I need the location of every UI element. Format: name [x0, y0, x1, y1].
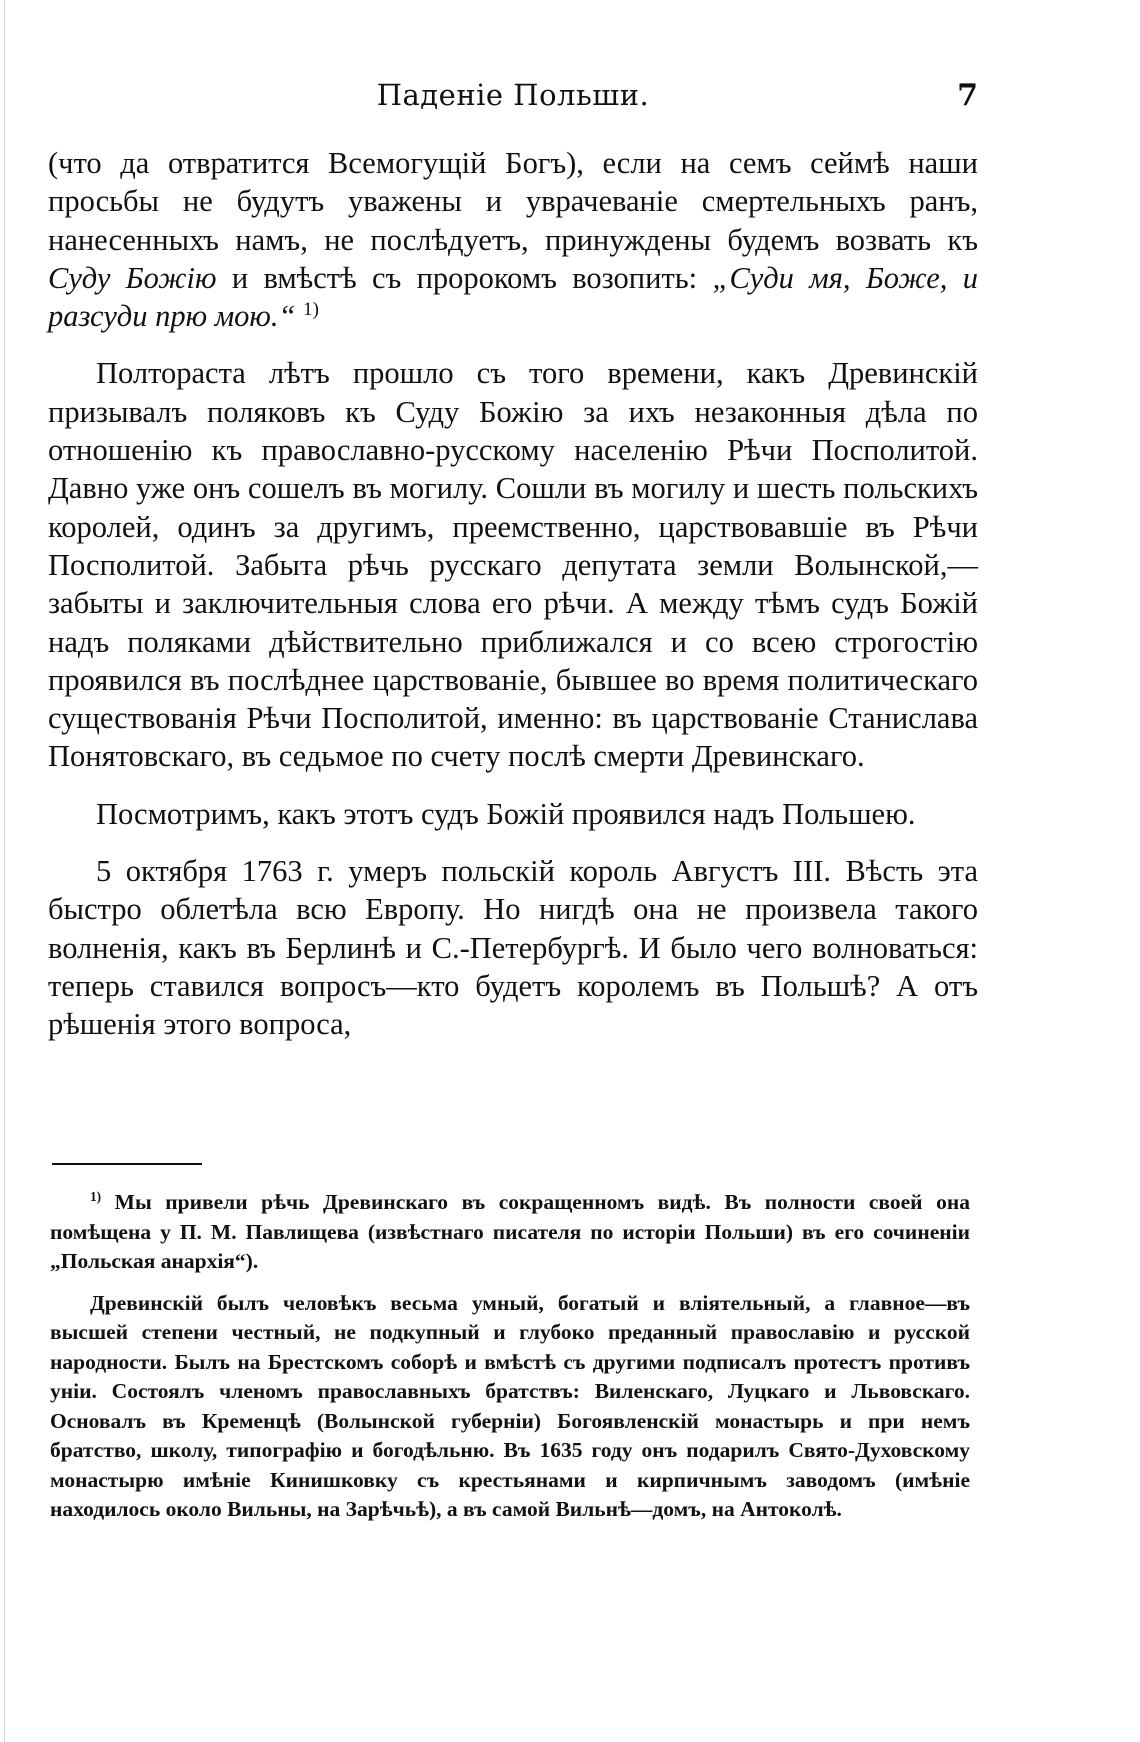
page-header	[48, 78, 978, 118]
paragraph-1-text-b: и вмѣстѣ съ пророкомъ возопить:	[216, 260, 713, 295]
paragraph-4: 5 октября 1763 г. умеръ польскій король Августъ III. Вѣсть эта быстро облетѣла всю Европу. Но нигдѣ она не произвела такого волненія, какъ въ Берлинѣ и С.-Петербургѣ. И было чего волноваться: теперь ставился вопросъ—кто будетъ королемъ въ Польшѣ? А отъ рѣшенія этого вопроса,	[48, 854, 978, 1042]
footnote-1-mark: 1)	[90, 1188, 102, 1204]
footnote-reference: 1)	[303, 299, 319, 321]
paragraph-1	[48, 144, 978, 335]
footnote-2: Древинскій былъ человѣкъ весьма умный, богатый и вліятельный, а главное—въ высшей степени честный, не подкупный и глубоко преданный православію и русской народности. Былъ на Брестскомъ соборѣ и вмѣстѣ съ другими подписалъ протестъ противъ уніи. Состоялъ членомъ православныхъ братствъ: Виленскаго, Луцкаго и Львовскаго. Основалъ въ Кременцѣ (Волынской губерніи) Богоявленскій монастырь и при немъ братство, школу, типографію и богодѣльню. Въ 1635 году онъ подарилъ Свято-Духовскому монастырю имѣніе Кинишковку съ крестьянами и кирпичнымъ заводомъ (имѣніе находилось около Вильны, на Зарѣчьѣ), а въ самой Вильнѣ—домъ, на Антоколѣ.	[50, 1290, 970, 1521]
paragraph-2: Полтораста лѣтъ прошло съ того времени, какъ Древинскій призывалъ поляковъ къ Суду Божію за ихъ незаконныя дѣла по отношенію къ православно-русскому населенію Рѣчи Посполитой. Давно уже онъ сошелъ въ могилу. Сошли въ могилу и шесть польскихъ королей, одинъ за другимъ, преемственно, царствовавшіе въ Рѣчи Посполитой. Забыта рѣчь русскаго депутата земли Волынской,—забыты и заключительныя слова его рѣчи. А между тѣмъ судъ Божій надъ поляками дѣйствительно приближался и со всею строгостію проявился въ послѣднее царствованіе, бывшее во время политическаго существованія Рѣчи Посполитой, именно: въ царствованіе Станислава Понятовскаго, въ седьмое по счету послѣ смерти Древинскаго.	[48, 356, 978, 774]
paragraph-1-italic-a: Суду Божію	[48, 260, 217, 295]
footnote-1	[50, 1188, 970, 1277]
paragraph-1-italic-b: „Суди мя, Боже, и разсуди прю мою.“	[48, 260, 979, 334]
footnote-1-text: Мы привели рѣчь Древинскаго въ сокращенномъ видѣ. Въ полности своей она помѣщена у П. М. Павлищева (извѣстнаго писателя по исторіи Польши) въ его сочиненіи „Польская анархія“).	[50, 1190, 970, 1273]
running-title: Паденіе Польши.	[376, 78, 650, 112]
scan-edge-line	[4, 0, 5, 1742]
footnote-separator	[52, 1163, 202, 1165]
main-text	[48, 144, 978, 1063]
page-number: 7	[957, 78, 978, 113]
paragraph-3: Посмотримъ, какъ этотъ судъ Божій проявился надъ Польшею.	[96, 796, 916, 831]
paragraph-1-text-a: (что да отвратится Всемогущій Богъ), если на семъ сеймѣ наши просьбы не будутъ уважены и уврачеваніе смертельныхъ ранъ, нанесенныхъ намъ, не послѣдуетъ, принуждены будемъ возвать къ	[48, 146, 978, 257]
footnotes	[50, 1188, 970, 1537]
